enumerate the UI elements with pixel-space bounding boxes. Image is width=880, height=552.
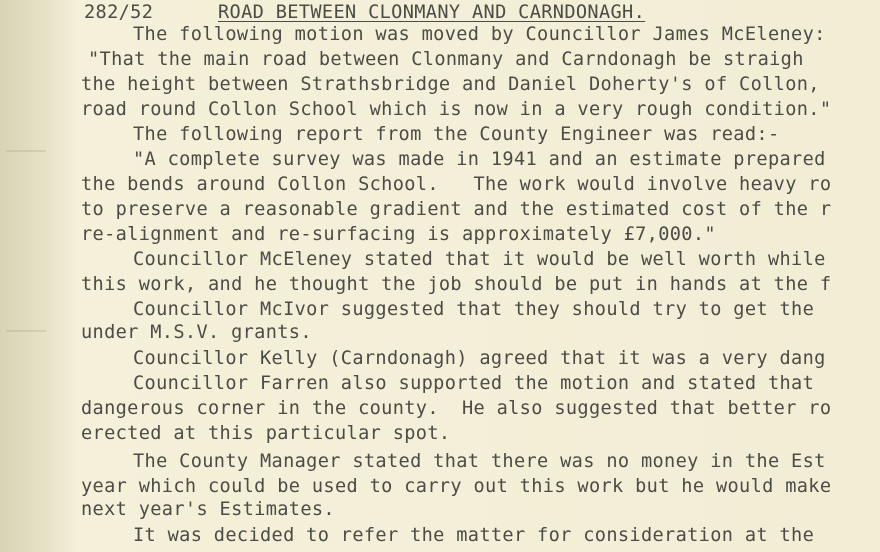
- body-line: Councillor McEleney stated that it would be well worth while: [133, 249, 826, 270]
- body-line: It was decided to refer the matter for consideration at the: [133, 525, 815, 546]
- section-heading: ROAD BETWEEN CLONMANY AND CARNDONAGH.: [218, 2, 646, 23]
- minute-number: 282/52: [84, 2, 154, 23]
- body-line: The following report from the County Engineer was read:-: [133, 124, 780, 145]
- body-line: re-alignment and re-surfacing is approximately £7,000.": [81, 224, 716, 245]
- body-line: the height between Strathsbridge and Daniel Doherty's of Collon,: [81, 74, 820, 95]
- body-line: "That the main road between Clonmany and Carndonagh be straigh: [88, 49, 804, 70]
- body-line: next year's Estimates.: [81, 499, 335, 520]
- body-line: under M.S.V. grants.: [81, 322, 312, 343]
- body-line: dangerous corner in the county. He also suggested that better ro: [81, 398, 832, 419]
- body-line: Councillor McIvor suggested that they should try to get the: [133, 299, 815, 320]
- body-line: The following motion was moved by Councillor James McEleney:: [133, 24, 826, 45]
- body-line: road round Collon School which is now in a very rough condition.": [81, 99, 832, 120]
- body-line: this work, and he thought the job should be put in hands at the f: [81, 274, 832, 295]
- body-line: year which could be used to carry out this work but he would make: [81, 476, 832, 497]
- body-line: erected at this particular spot.: [81, 423, 451, 444]
- body-line: the bends around Collon School. The work would involve heavy ro: [81, 174, 832, 195]
- body-line: Councillor Kelly (Carndonagh) agreed that it was a very dang: [133, 348, 826, 369]
- body-line: "A complete survey was made in 1941 and an estimate prepared: [133, 149, 826, 170]
- body-line: to preserve a reasonable gradient and the estimated cost of the r: [81, 199, 832, 220]
- body-line: The County Manager stated that there was no money in the Est: [133, 451, 826, 472]
- body-line: Councillor Farren also supported the motion and stated that: [133, 373, 815, 394]
